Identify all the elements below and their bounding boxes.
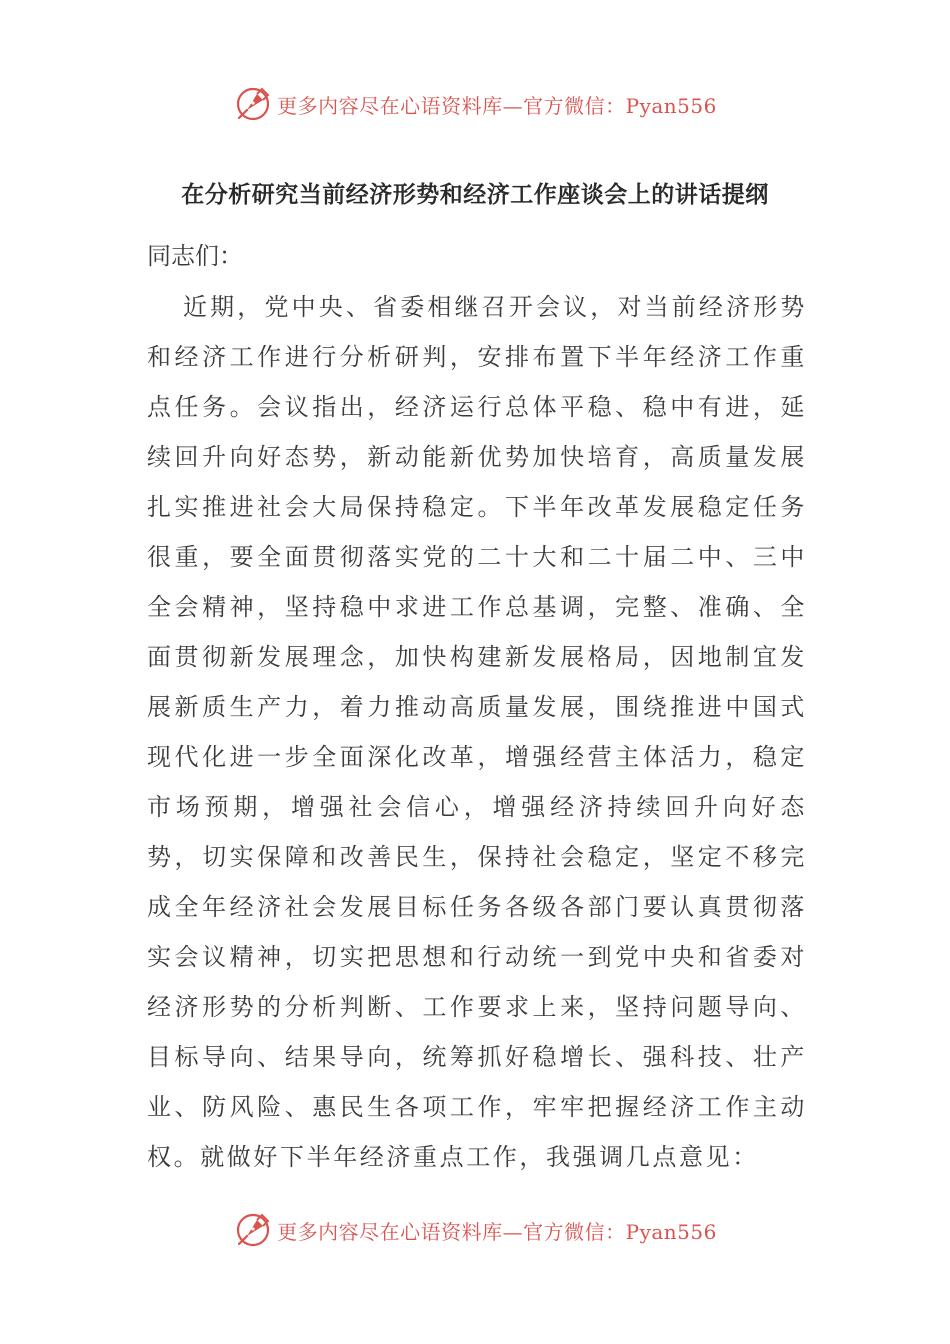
footer-banner-text: 更多内容尽在心语资料库—官方微信：Pyan556: [277, 1219, 717, 1244]
pen-nib-logo-icon: [233, 84, 273, 124]
body-paragraph: 近期，党中央、省委相继召开会议，对当前经济形势和经济工作进行分析研判，安排布置下半年经济工作重点任务。会议指出，经济运行总体平稳、稳中有进，延续回升向好态势，新动能新优势加快培育，高质量发展扎实推进社会大局保持稳定。下半年改革发展稳定任务很重，要全面贯彻落实党的二十大和二十届二中、三中全会精神，坚持稳中求进工作总基调，完整、准确、全面贯彻新发展理念，加快构建新发展格局，因地制宜发展新质生产力，着力推动高质量发展，围绕推进中国式现代化进一步全面深化改革，增强经营主体活力，稳定市场预期，增强社会信心，增强经济持续回升向好态势，切实保障和改善民生，保持社会稳定，坚定不移完成全年经济社会发展目标任务各级各部门要认真贯彻落实会议精神，切实把思想和行动统一到党中央和省委对经济形势的分析判断、工作要求上来，坚持问题导向、目标导向、结果导向，统筹抓好稳增长、强科技、壮产业、防风险、惠民生各项工作，牢牢把握经济工作主动权。就做好下半年经济重点工作，我强调几点意见：: [147, 293, 807, 1171]
salutation: 同志们：: [147, 242, 243, 270]
header-banner-text: 更多内容尽在心语资料库—官方微信：Pyan556: [277, 93, 717, 118]
document-title: 在分析研究当前经济形势和经济工作座谈会上的讲话提纲: [181, 182, 769, 208]
header-banner: [0, 82, 950, 126]
header-banner-inner: [233, 84, 717, 124]
footer-banner-inner: [233, 1210, 717, 1250]
pen-nib-logo-icon: [233, 1210, 273, 1250]
footer-banner: [0, 1208, 950, 1252]
